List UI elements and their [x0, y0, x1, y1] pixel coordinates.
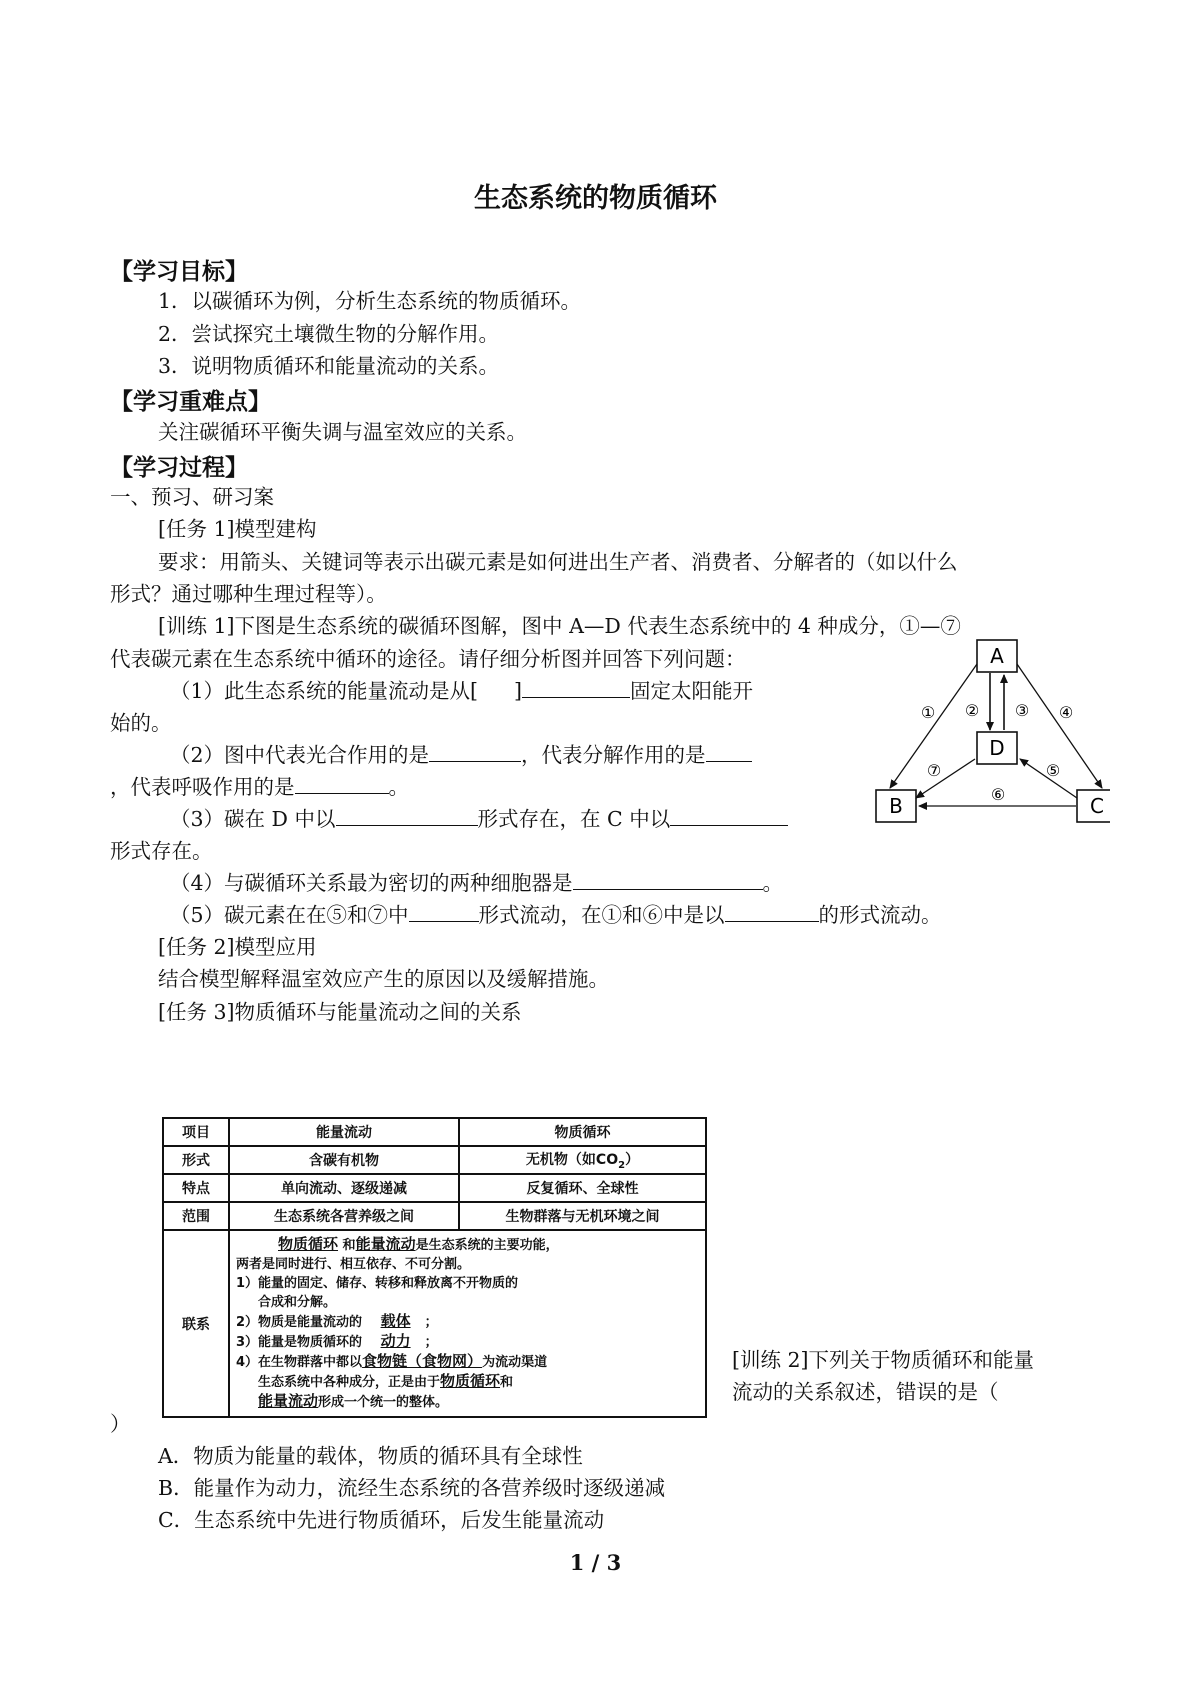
relation-text: 为流动渠道 — [482, 1355, 548, 1370]
answer-blank[interactable] — [670, 805, 788, 826]
goal-item: 3．说明物质循环和能量流动的关系。 — [158, 354, 500, 378]
train2-line: 流动的关系叙述，错误的是（ — [732, 1380, 999, 1404]
relation-underlined: 物质循环 — [440, 1372, 501, 1390]
arrow-label-2: ② — [964, 701, 980, 720]
arrow-label-3: ③ — [1014, 701, 1030, 720]
question-1 — [170, 677, 753, 705]
answer-blank[interactable] — [429, 741, 521, 762]
question-3 — [170, 805, 788, 833]
question-3-cont: 形式存在。 — [110, 839, 213, 863]
relation-underlined: 食物链（食物网） — [362, 1352, 483, 1370]
relation-line — [236, 1392, 699, 1412]
table-cell: 生物群落与无机环境之间 — [459, 1202, 706, 1230]
relation-text: 是生态系统的主要功能， — [415, 1238, 559, 1253]
relation-text: ； — [424, 1335, 438, 1350]
question-2-text: ，代表呼吸作用的是 — [110, 775, 295, 799]
relation-line — [236, 1372, 699, 1392]
table-cell-key: 范围 — [163, 1202, 229, 1230]
train2-option-a: A．物质为能量的载体，物质的循环具有全球性 — [158, 1444, 583, 1468]
question-5 — [170, 901, 942, 929]
arrow-label-7: ⑦ — [926, 761, 942, 780]
question-2 — [170, 741, 752, 769]
answer-blank[interactable] — [573, 869, 763, 890]
table-header: 项目 — [163, 1118, 229, 1146]
answer-blank[interactable] — [522, 677, 630, 698]
question-3-text: 形式存在，在 C 中以 — [477, 807, 671, 831]
question-2-text: 。 — [388, 775, 409, 799]
answer-blank[interactable] — [706, 741, 752, 762]
relation-text: 2）物质是能量流动的 — [236, 1315, 363, 1330]
question-4 — [170, 869, 783, 897]
train2-option-b: B．能量作为动力，流经生态系统的各营养级时逐级递减 — [158, 1476, 666, 1500]
table-cell-text: 无机物（如CO — [525, 1152, 619, 1169]
table-header: 物质循环 — [459, 1118, 706, 1146]
answer-blank[interactable] — [409, 901, 479, 922]
relation-underlined: 能量流动 — [355, 1235, 416, 1253]
table-row — [163, 1230, 706, 1417]
question-1-text: 固定太阳能开 — [630, 679, 754, 703]
arrow-label-4: ④ — [1058, 703, 1074, 722]
train2-option-c: C．生态系统中先进行物质循环，后发生能量流动 — [158, 1508, 605, 1532]
page-number: 1 / 3 — [569, 1550, 622, 1575]
arrow-label-6: ⑥ — [990, 785, 1006, 804]
relation-text: 4）在生物群落中都以 — [236, 1355, 363, 1370]
table-row — [163, 1118, 706, 1146]
table-cell-key: 特点 — [163, 1174, 229, 1202]
answer-blank[interactable] — [295, 773, 389, 794]
table-cell-text: ） — [625, 1152, 640, 1169]
requirement-line: 形式？通过哪种生理过程等）。 — [110, 582, 387, 606]
question-5-text: （5）碳元素在在⑤和⑦中 — [170, 903, 409, 927]
table-cell-key: 联系 — [163, 1230, 229, 1417]
table-cell: 单向流动、逐级递减 — [229, 1174, 459, 1202]
table-cell-relation — [229, 1230, 706, 1417]
section-heading-process: 【学习过程】 — [110, 455, 248, 481]
relation-text: 3）能量是物质循环的 — [236, 1335, 363, 1350]
question-2-text: ，代表分解作用的是 — [521, 743, 706, 767]
question-1-cont: 始的。 — [110, 711, 172, 735]
relation-line — [236, 1312, 699, 1332]
table-cell: 反复循环、全球性 — [459, 1174, 706, 1202]
focus-text: 关注碳循环平衡失调与温室效应的关系。 — [158, 420, 527, 444]
question-4-text: （4）与碳循环关系最为密切的两种细胞器是 — [170, 871, 573, 895]
table-cell: 生态系统各营养级之间 — [229, 1202, 459, 1230]
question-4-text: 。 — [762, 871, 784, 895]
goal-item: 2．尝试探究土壤微生物的分解作用。 — [158, 322, 500, 346]
table-row — [163, 1146, 706, 1174]
relation-line: 两者是同时进行、相互依存、不可分割。 — [236, 1257, 471, 1272]
table-header: 能量流动 — [229, 1118, 459, 1146]
relation-line — [236, 1235, 699, 1255]
task3-heading: [任务 3]物质循环与能量流动之间的关系 — [158, 1000, 522, 1024]
relation-line: 1）能量的固定、储存、转移和释放离不开物质的 — [236, 1276, 519, 1291]
relation-text: 和 — [342, 1238, 356, 1253]
requirement-line: 要求：用箭头、关键词等表示出碳元素是如何进出生产者、消费者、分解者的（如以什么 — [158, 550, 958, 574]
relation-underlined: 载体 — [380, 1312, 411, 1330]
relation-underlined: 能量流动 — [258, 1392, 319, 1410]
goal-item: 1．以碳循环为例，分析生态系统的物质循环。 — [158, 289, 582, 313]
section-heading-goals: 【学习目标】 — [110, 259, 248, 285]
table-cell-subscript: 2 — [618, 1159, 626, 1171]
section-heading-focus: 【学习重难点】 — [110, 389, 271, 415]
comparison-table — [162, 1117, 707, 1418]
table-cell-key: 形式 — [163, 1146, 229, 1174]
question-1-text: （1）此生态系统的能量流动是从[ — [170, 679, 479, 703]
relation-text: ； — [424, 1315, 438, 1330]
table-row — [163, 1202, 706, 1230]
answer-blank[interactable] — [725, 901, 819, 922]
relation-line — [236, 1332, 699, 1352]
question-5-text: 形式流动，在①和⑥中是以 — [478, 903, 725, 927]
question-2-text: （2）图中代表光合作用的是 — [170, 743, 430, 767]
train1-line: [训练 1]下图是生态系统的碳循环图解，图中 A—D 代表生态系统中的 4 种成分，①—⑦ — [158, 614, 961, 638]
relation-text: 生态系统中各种成分，正是由于 — [258, 1375, 441, 1390]
train2-line: ） — [110, 1412, 131, 1436]
answer-blank[interactable] — [336, 805, 478, 826]
carbon-cycle-diagram — [870, 638, 1110, 828]
part1-heading: 一、预习、研习案 — [110, 485, 274, 509]
relation-underlined: 物质循环 — [278, 1235, 339, 1253]
table-row — [163, 1174, 706, 1202]
question-2-cont — [110, 773, 409, 801]
node-label-d: D — [989, 736, 1005, 760]
question-1-text: ] — [514, 679, 523, 703]
arrow-label-1: ① — [920, 703, 936, 722]
relation-line: 合成和分解。 — [258, 1295, 337, 1310]
node-label-b: B — [889, 794, 903, 818]
train2-line: [训练 2]下列关于物质循环和能量 — [732, 1348, 1035, 1372]
train1-line: 代表碳元素在生态系统中循环的途径。请仔细分析图并回答下列问题： — [110, 647, 746, 671]
task1-heading: [任务 1]模型建构 — [158, 517, 317, 541]
relation-text: 和 — [500, 1375, 514, 1390]
node-label-a: A — [990, 644, 1004, 668]
page-title: 生态系统的物质循环 — [474, 183, 717, 214]
relation-text: 形成一个统一的整体。 — [318, 1395, 449, 1410]
task2-heading: [任务 2]模型应用 — [158, 935, 317, 959]
node-label-c: C — [1090, 794, 1104, 818]
task2-text: 结合模型解释温室效应产生的原因以及缓解措施。 — [158, 967, 609, 991]
table-cell — [459, 1146, 706, 1174]
arrow-label-5: ⑤ — [1045, 761, 1061, 780]
question-3-text: （3）碳在 D 中以 — [170, 807, 336, 831]
arrow-7 — [916, 759, 975, 798]
relation-underlined: 动力 — [380, 1332, 411, 1350]
relation-line — [236, 1352, 699, 1372]
table-cell: 含碳有机物 — [229, 1146, 459, 1174]
question-5-text: 的形式流动。 — [818, 903, 942, 927]
